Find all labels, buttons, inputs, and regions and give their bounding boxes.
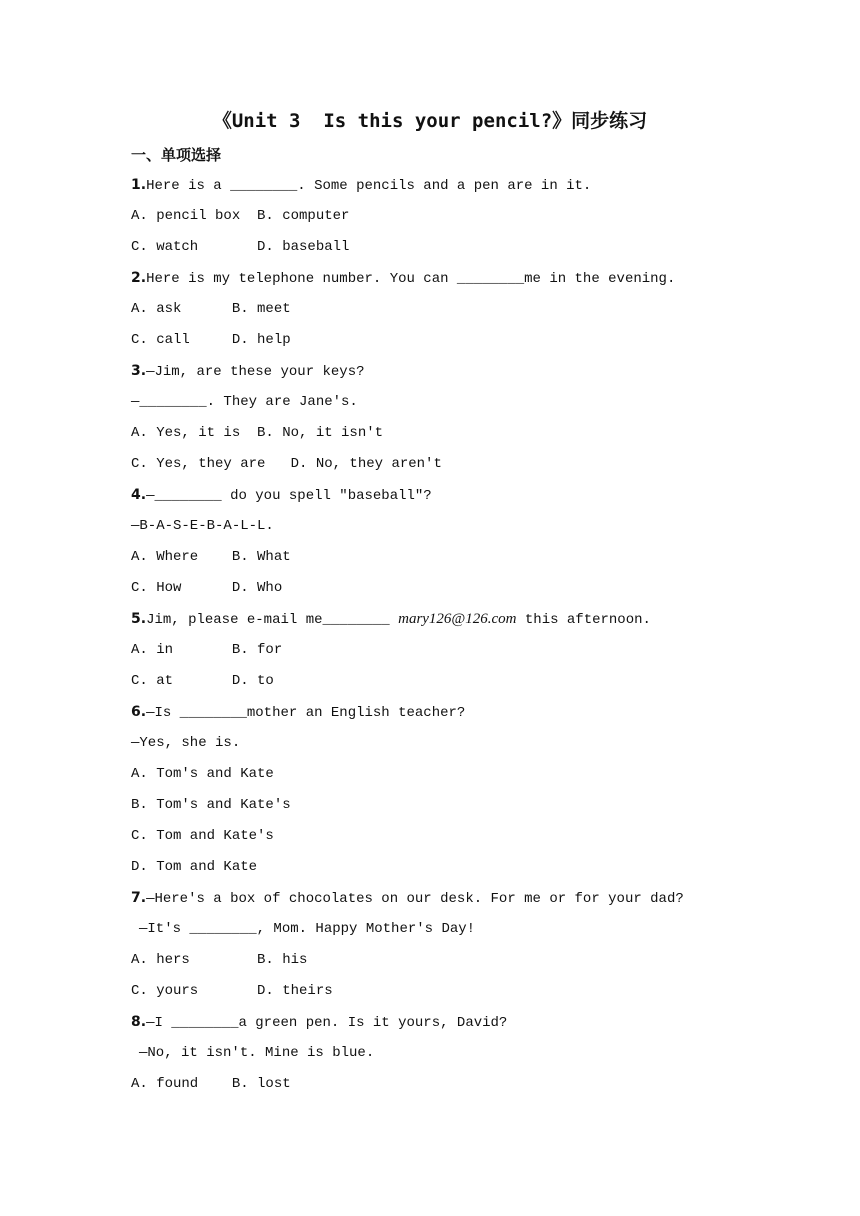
question-number: 1. [131,177,147,193]
question-number: 5. [131,611,147,627]
question-text: Jim, please e-mail me________ [146,612,399,628]
question-number: 8. [131,1014,147,1030]
question-6-option-row: C. Tom and Kate's [131,828,274,844]
question-5-option-row: C. at D. to [131,673,274,689]
question-1-option-row: C. watch D. baseball [131,239,350,255]
question-3-option-row: A. Yes, it is B. No, it isn't [131,425,384,441]
question-3-option-row: C. Yes, they are D. No, they aren't [131,456,442,472]
question-5-stem [131,608,811,639]
question-text: —Here's a box of chocolates on our desk. For me or for your dad? [146,891,684,907]
question-7-stem [131,887,811,918]
question-6-option-row: B. Tom's and Kate's [131,797,291,813]
question-number: 2. [131,270,147,286]
email-address: mary126@126.com [398,611,517,627]
question-1-stem [131,174,811,205]
section-heading: 一、单项选择 [131,146,222,164]
question-list [131,174,811,1104]
question-text: —I ________a green pen. Is it yours, David? [146,1015,508,1031]
question-5-option-row: A. in B. for [131,642,283,658]
question-4-stem [131,484,811,515]
question-text: —Is ________mother an English teacher? [146,705,466,721]
question-number: 6. [131,704,147,720]
question-text: —Jim, are these your keys? [146,364,365,380]
question-7-option-row: A. hers B. his [131,952,308,968]
question-4-dialogue-line: —B-A-S-E-B-A-L-L. [131,518,274,534]
question-text: Here is my telephone number. You can ________me in the evening. [146,271,676,287]
page-title: 《Unit 3 Is this your pencil?》同步练习 [212,110,648,132]
question-2-stem [131,267,811,298]
question-number: 3. [131,363,147,379]
question-2-option-row: C. call D. help [131,332,291,348]
question-6-option-row: D. Tom and Kate [131,859,258,875]
question-number: 7. [131,890,147,906]
question-6-dialogue-line: —Yes, she is. [131,735,241,751]
question-8-dialogue-line: —No, it isn't. Mine is blue. [139,1045,375,1061]
question-6-option-row: A. Tom's and Kate [131,766,274,782]
question-3-dialogue-line: —________. They are Jane's. [131,394,358,410]
question-7-dialogue-line: —It's ________, Mom. Happy Mother's Day! [139,921,476,937]
question-8-stem [131,1011,811,1042]
question-4-option-row: C. How D. Who [131,580,283,596]
question-text: Here is a ________. Some pencils and a pen are in it. [146,178,592,194]
question-2-option-row: A. ask B. meet [131,301,291,317]
question-8-option-row: A. found B. lost [131,1076,291,1092]
question-4-option-row: A. Where B. What [131,549,291,565]
question-text: this afternoon. [516,612,651,628]
question-1-option-row: A. pencil box B. computer [131,208,350,224]
question-number: 4. [131,487,147,503]
question-6-stem [131,701,811,732]
question-7-option-row: C. yours D. theirs [131,983,333,999]
question-text: —________ do you spell "baseball"? [146,488,432,504]
question-3-stem [131,360,811,391]
